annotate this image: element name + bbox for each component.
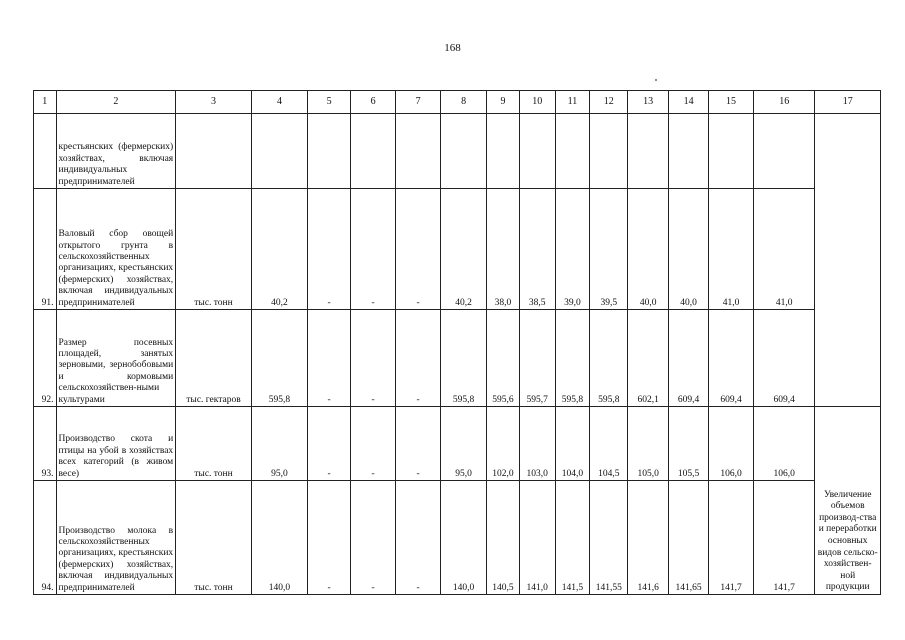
value-cell: - — [308, 481, 351, 595]
header-cell: 6 — [351, 91, 396, 114]
header-cell: 11 — [555, 91, 590, 114]
table-row — [34, 189, 881, 310]
row-number: 93. — [34, 407, 57, 481]
table-row — [34, 310, 881, 407]
value-cell: 39,5 — [590, 189, 628, 310]
value-cell: 104,5 — [590, 407, 628, 481]
value-cell: 140,5 — [487, 481, 520, 595]
value-cell: - — [351, 481, 396, 595]
empty-cell — [555, 114, 590, 189]
header-cell: 17 — [815, 91, 881, 114]
value-cell: - — [396, 310, 441, 407]
header-cell: 12 — [590, 91, 628, 114]
value-cell: 41,0 — [709, 189, 754, 310]
value-cell: 106,0 — [754, 407, 815, 481]
empty-cell — [487, 114, 520, 189]
table-row — [34, 481, 881, 595]
value-cell: 609,4 — [709, 310, 754, 407]
row-description: Валовый сбор овощей открытого грунта в сельскохозяйственных организациях, крестьянских (фермерских) хозяйствах, включая индивидуальных предпринимателей — [56, 189, 176, 310]
header-cell: 7 — [396, 91, 441, 114]
value-cell: 95,0 — [441, 407, 487, 481]
continuation-description: крестьянских (фермерских) хозяйствах, включая индивидуальных предпринимателей — [56, 114, 176, 189]
header-cell: 1 — [34, 91, 57, 114]
value-cell: - — [308, 310, 351, 407]
header-cell: 15 — [709, 91, 754, 114]
empty-cell — [590, 114, 628, 189]
empty-cell — [34, 114, 57, 189]
value-cell: 595,8 — [590, 310, 628, 407]
value-cell: 40,2 — [441, 189, 487, 310]
value-cell: - — [351, 189, 396, 310]
value-cell: 38,5 — [519, 189, 555, 310]
row-description: Размер посевных площадей, занятых зерновыми, зернобобовыми и кормовыми сельскохозяйствен-ными культурами — [56, 310, 176, 407]
value-cell: 102,0 — [487, 407, 520, 481]
value-cell: 103,0 — [519, 407, 555, 481]
value-cell: 141,0 — [519, 481, 555, 595]
value-cell: 595,8 — [251, 310, 307, 407]
scan-speck — [655, 79, 657, 81]
header-cell: 9 — [487, 91, 520, 114]
header-cell: 2 — [56, 91, 176, 114]
value-cell: - — [396, 189, 441, 310]
row-number: 94. — [34, 481, 57, 595]
row-description: Производство молока в сельскохозяйственных организациях, крестьянских (фермерских) хозяйствах, включая индивидуальных предпринимателей — [56, 481, 176, 595]
empty-cell — [396, 114, 441, 189]
value-cell: 609,4 — [754, 310, 815, 407]
indicator-table — [33, 90, 881, 595]
continuation-row — [34, 114, 881, 189]
header-row — [34, 91, 881, 114]
value-cell: 141,6 — [628, 481, 669, 595]
value-cell: 595,8 — [555, 310, 590, 407]
table-row — [34, 407, 881, 481]
header-cell: 14 — [669, 91, 709, 114]
value-cell: 595,7 — [519, 310, 555, 407]
value-cell: 106,0 — [709, 407, 754, 481]
row-unit: тыс. тонн — [176, 481, 252, 595]
row-description: Производство скота и птицы на убой в хозяйствах всех категорий (в живом весе) — [56, 407, 176, 481]
header-cell: 3 — [176, 91, 252, 114]
empty-cell — [308, 114, 351, 189]
value-cell: 595,6 — [487, 310, 520, 407]
value-cell: 105,0 — [628, 407, 669, 481]
empty-cell — [709, 114, 754, 189]
header-cell: 5 — [308, 91, 351, 114]
page-number: 168 — [444, 42, 461, 54]
value-cell: 40,2 — [251, 189, 307, 310]
empty-cell — [669, 114, 709, 189]
value-cell: 141,7 — [754, 481, 815, 595]
row-number: 92. — [34, 310, 57, 407]
header-cell: 10 — [519, 91, 555, 114]
value-cell: 104,0 — [555, 407, 590, 481]
value-cell: 40,0 — [628, 189, 669, 310]
value-cell: 141,5 — [555, 481, 590, 595]
value-cell: - — [308, 407, 351, 481]
value-cell: - — [351, 310, 396, 407]
empty-cell — [441, 114, 487, 189]
value-cell: 140,0 — [251, 481, 307, 595]
value-cell: 40,0 — [669, 189, 709, 310]
value-cell: - — [396, 407, 441, 481]
empty-cell — [251, 114, 307, 189]
value-cell: - — [396, 481, 441, 595]
empty-cell — [754, 114, 815, 189]
value-cell: 39,0 — [555, 189, 590, 310]
value-cell: - — [308, 189, 351, 310]
header-cell: 16 — [754, 91, 815, 114]
empty-cell — [628, 114, 669, 189]
value-cell: 141,65 — [669, 481, 709, 595]
value-cell: 140,0 — [441, 481, 487, 595]
empty-cell — [176, 114, 252, 189]
value-cell: 141,7 — [709, 481, 754, 595]
value-cell: 141,55 — [590, 481, 628, 595]
value-cell: 41,0 — [754, 189, 815, 310]
header-cell: 4 — [251, 91, 307, 114]
value-cell: 38,0 — [487, 189, 520, 310]
empty-cell — [351, 114, 396, 189]
row-unit: тыс. тонн — [176, 407, 252, 481]
empty-cell — [519, 114, 555, 189]
note-cell: Увеличение объемов производ-ства и переработки основных видов сельско-хозяйствен-ной продукции — [815, 407, 881, 595]
row-unit: тыс. гектаров — [176, 310, 252, 407]
row-number: 91. — [34, 189, 57, 310]
header-cell: 8 — [441, 91, 487, 114]
header-cell: 13 — [628, 91, 669, 114]
row-unit: тыс. тонн — [176, 189, 252, 310]
value-cell: 105,5 — [669, 407, 709, 481]
value-cell: 595,8 — [441, 310, 487, 407]
value-cell: 602,1 — [628, 310, 669, 407]
value-cell: 609,4 — [669, 310, 709, 407]
table-body — [34, 91, 881, 595]
note-cell-empty — [815, 114, 881, 407]
value-cell: 95,0 — [251, 407, 307, 481]
value-cell: - — [351, 407, 396, 481]
